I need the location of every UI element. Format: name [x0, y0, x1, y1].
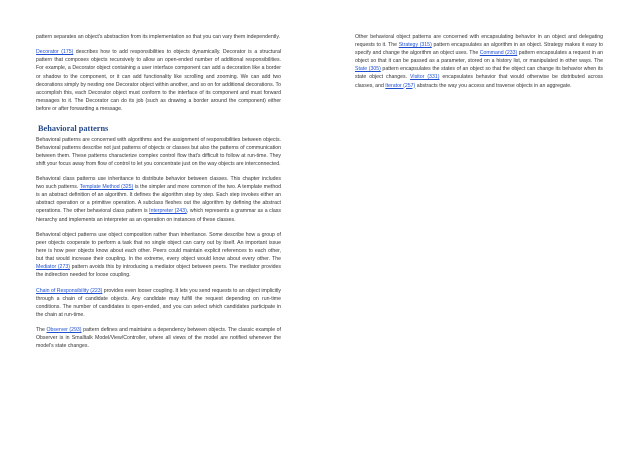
paragraph-text: is the simpler and more common of the two. A template method is an abstract definition of an algorithm. It defines the algorithm step by step. Each step invokes either an abstract operation or a primitive operation. A subclass fleshes out the algorithm by defining the abstract operations. The other behavioral class pattern is	[36, 184, 281, 215]
paragraph-text: , which represents a grammar as a class hierarchy and implements an interpreter as an operation on instances of these classes.	[36, 208, 281, 223]
paragraph-text: Behavioral class patterns use inheritance to distribute behavior between classes. This chapter includes two such patterns.	[36, 176, 281, 191]
command-link[interactable]: Command (233)	[479, 50, 518, 57]
paragraph-text: Behavioral patterns are concerned with algorithms and the assignment of responsibilities between objects. Behavioral patterns describe not just patterns of objects or classes but also the patterns of communication between them. These patterns characterize complex control flow that's difficult to follow at run-time. They shift your focus away from flow of control to let you concentrate just on the way objects are interconnected.	[36, 136, 281, 167]
encapsulation-paragraph	[355, 33, 603, 90]
paragraph-text: The	[36, 327, 47, 334]
paragraph-text: Behavioral object patterns use object composition rather than inheritance. Some describe how a group of peer objects cooperate to perform a task that no single object can carry out by itself. An important issue here is how peer objects know about each other. Peers could maintain explicit references to each other, but that would increase their coupling. In the extreme, every object would know about every other. The	[36, 231, 281, 263]
paragraph-text: abstracts the way you access and traverse objects in an aggregate.	[415, 82, 572, 89]
behavioral-object-paragraph	[36, 231, 281, 280]
behavioral-intro-paragraph	[36, 136, 281, 168]
left-column	[36, 33, 281, 358]
paragraph-text: describes how to add responsibilities to objects dynamically. Decorator is a structural pattern that composes objects recursively to allow an open-ended number of additional responsibilities. For example, a Decorator object containing a user interface component can add a decoration like a border or shadow to the component, or it can add functionality like scrolling and zooming. We can add two decorations simply by nesting one Decorator object within another, and so on for additional decorations. To accomplish this, each Decorator object must conform to the interface of its component and must forward messages to it. The Decorator can do its job (such as drawing a border around the component) either before or after forwarding a message.	[36, 49, 281, 112]
paragraph-text: pattern encapsulates a request in an object so that it can be passed as a parameter, stored on a history list, or manipulated in other ways. The	[355, 50, 603, 65]
chain-of-responsibility-paragraph	[36, 287, 281, 319]
state-link[interactable]: State (305)	[355, 66, 381, 73]
decorator-paragraph	[36, 48, 281, 113]
visitor-link[interactable]: Visitor (331)	[410, 74, 440, 81]
paragraph-text: pattern separates an object's abstraction from its implementation so that you can vary them independently.	[36, 34, 280, 40]
section-heading-behavioral-patterns: Behavioral patterns	[38, 124, 109, 134]
behavioral-class-paragraph	[36, 175, 281, 224]
paragraph-text: pattern defines and maintains a dependency between objects. The classic example of Observer is in Smalltalk Model/View/Controller, where all views of the model are notified whenever the model's state changes.	[36, 327, 281, 350]
decorator-link[interactable]: Decorator (175)	[36, 49, 74, 56]
strategy-link[interactable]: Strategy (315)	[398, 42, 432, 49]
paragraph-text: Other behavioral object patterns are concerned with encapsulating behavior in an object and delegating requests to it. The	[355, 34, 603, 49]
paragraph-text: pattern avoids this by introducing a mediator object between peers. The mediator provides the indirection needed for loose coupling.	[36, 264, 282, 279]
observer-link[interactable]: Observer (293)	[46, 327, 82, 334]
interpreter-link[interactable]: Interpreter (243)	[149, 208, 187, 215]
paragraph-text: provides even looser coupling. It lets you send requests to an object implicitly through a chain of candidate objects. Any candidate may fulfill the request depending on run-time conditions. The number of candidates is open-ended, and you can select which candidates participate in the chain at run-time.	[36, 287, 281, 318]
mediator-link[interactable]: Mediator (273)	[36, 264, 70, 271]
paragraph-text: pattern encapsulates the states of an object so that the object can change its behavior when its state object changes.	[355, 66, 603, 81]
observer-paragraph	[36, 326, 281, 350]
paragraph-text: pattern encapsulates an algorithm in an object. Strategy makes it easy to specify and change the algorithm an object uses. The	[355, 42, 604, 57]
right-column	[355, 33, 603, 97]
paragraph-text: encapsulates behavior that would otherwise be distributed across classes, and	[355, 74, 604, 89]
chain-of-responsibility-link[interactable]: Chain of Responsibility (223)	[36, 287, 103, 294]
iterator-link[interactable]: Iterator (257)	[385, 82, 416, 89]
template-method-link[interactable]: Template Method (325)	[79, 184, 134, 191]
bridge-paragraph-end	[36, 33, 281, 41]
